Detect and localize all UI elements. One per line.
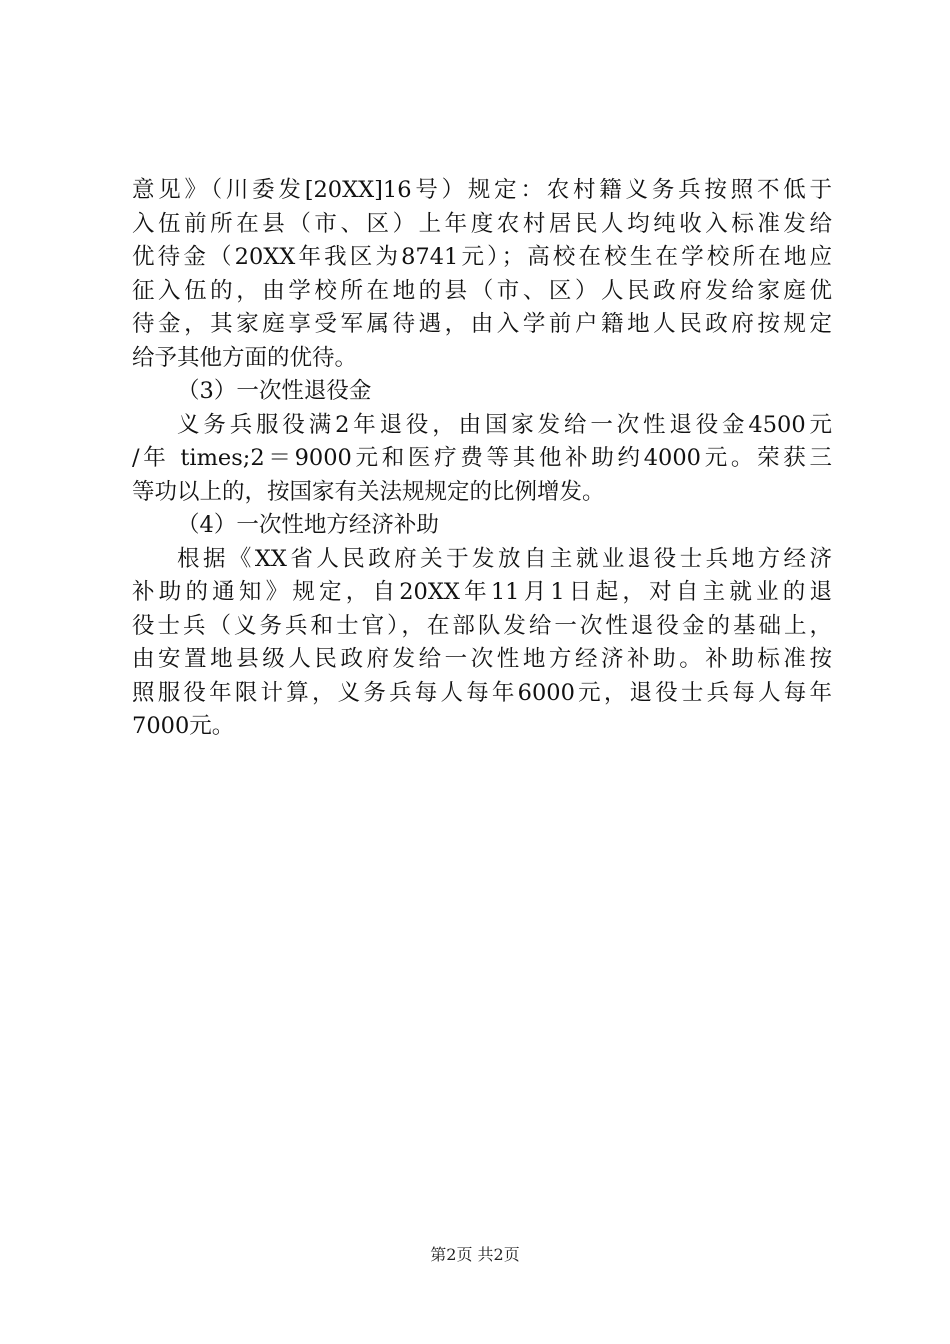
text-line: 征入伍的，由学校所在地的县（市、区）人民政府发给家庭优 (132, 277, 832, 304)
document-body (132, 174, 832, 744)
text-line: 入伍前所在县（市、区）上年度农村居民人均纯收入标准发给 (132, 210, 832, 237)
page-number-footer: 第2页 共2页 (430, 1245, 520, 1264)
text-line: 补助的通知》规定，自20XX年11月1日起，对自主就业的退 (132, 579, 832, 605)
text-line: 役士兵（义务兵和士官），在部队发给一次性退役金的基础上， (132, 612, 832, 639)
text-line: 等功以上的，按国家有关法规规定的比例增发。 (132, 478, 605, 505)
text-line: 照服役年限计算，义务兵每人每年6000元，退役士兵每人每年 (132, 679, 832, 706)
paragraph-local-subsidy (132, 543, 832, 744)
text-line: 意见》（川委发[20XX]16号）规定：农村籍义务兵按照不低于 (132, 177, 832, 203)
paragraph-retirement-pay (132, 409, 832, 510)
text-line: 待金，其家庭享受军属待遇，由入学前户籍地人民政府按规定 (132, 311, 832, 337)
text-line: 由安置地县级人民政府发给一次性地方经济补助。补助标准按 (132, 646, 832, 672)
text-line: 优待金（20XX年我区为8741元）；高校在校生在学校所在地应 (132, 244, 832, 270)
text-line: 义务兵服役满2年退役，由国家发给一次性退役金4500元 (177, 411, 832, 438)
text-line: 7000元。 (132, 713, 235, 739)
text-line: 根据《XX省人民政府关于发放自主就业退役士兵地方经济 (177, 545, 832, 572)
section-heading-4: （4）一次性地方经济补助 (177, 512, 439, 538)
text-line: /年 times;2＝9000元和医疗费等其他补助约4000元。荣获三 (132, 445, 832, 471)
paragraph-preferential-allowance (132, 174, 832, 375)
text-line: 给予其他方面的优待。 (132, 344, 358, 371)
section-heading-3: （3）一次性退役金 (177, 378, 372, 404)
